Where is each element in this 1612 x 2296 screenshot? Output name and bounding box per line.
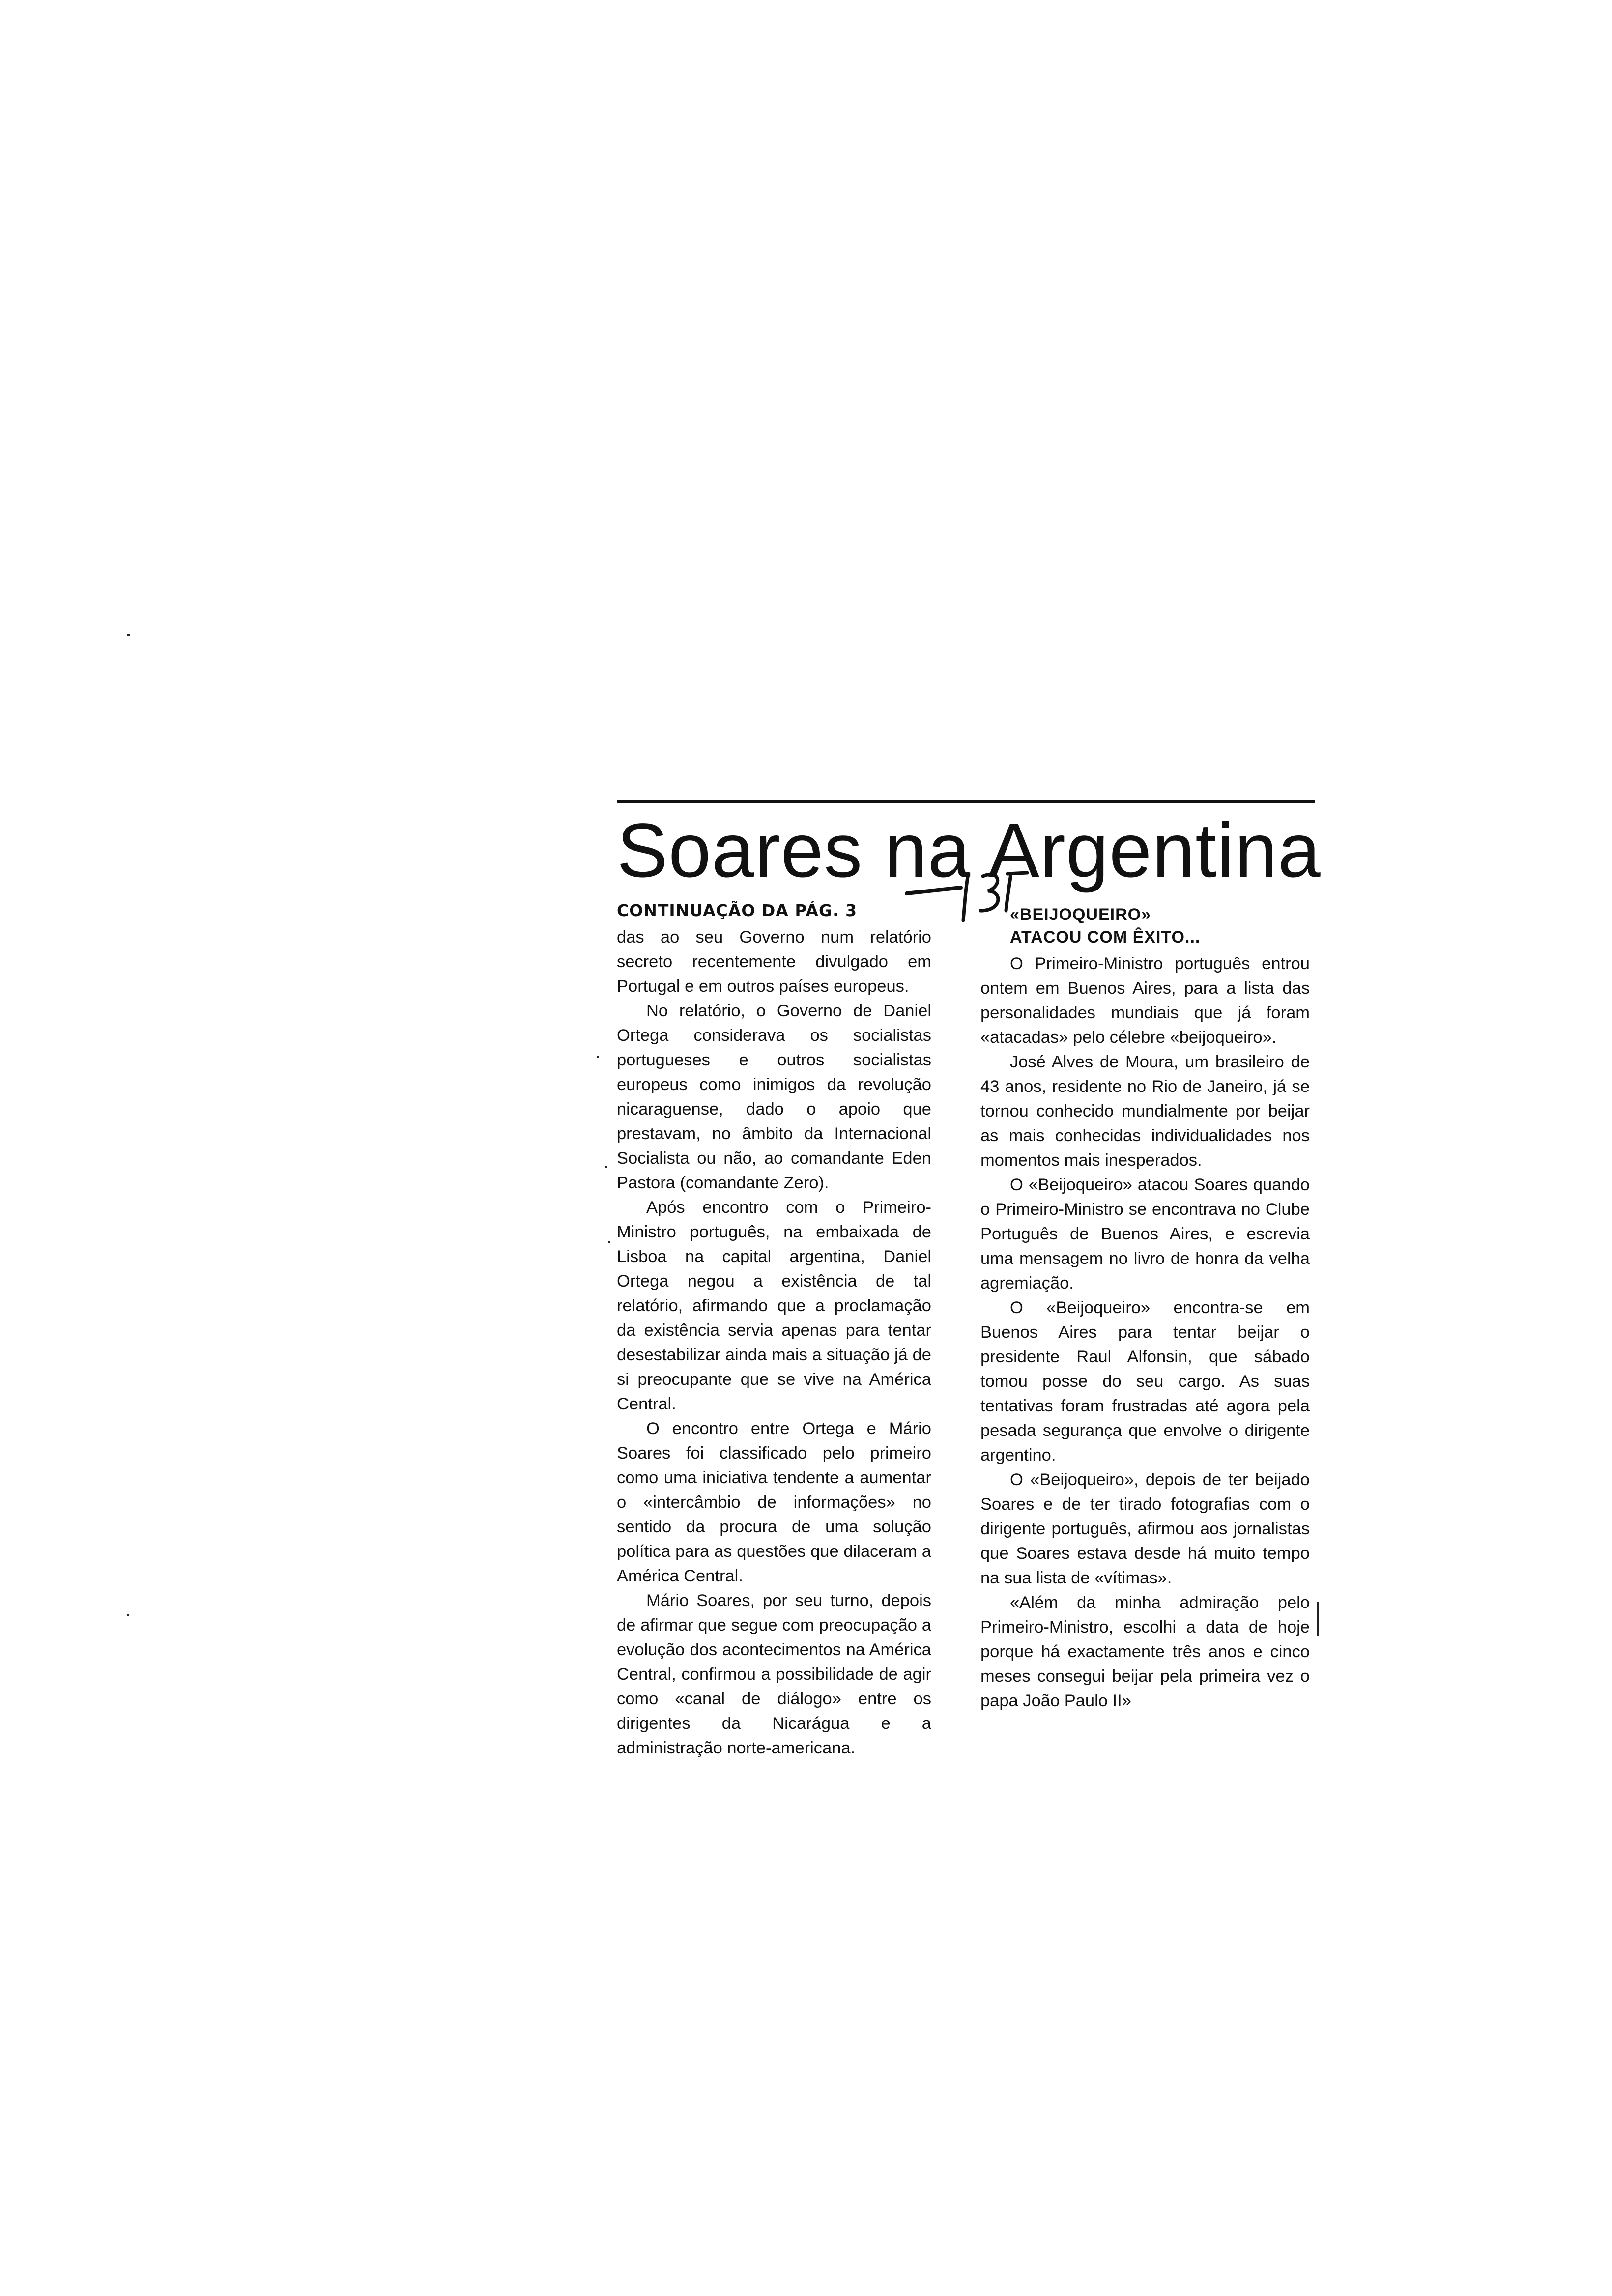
newspaper-clipping: [617, 800, 1321, 1842]
subhead-line-2: ATACOU COM ÊXITO...: [1010, 928, 1201, 947]
headline: Soares na Argentina: [617, 808, 1321, 893]
right-paragraph: O Primeiro-Ministro português entrou ontem em Buenos Aires, para a lista das personalidades mundiais que já foram «atacadas» pelo célebre «beijoqueiro».: [980, 954, 1310, 1047]
beijoqueiro-subhead: [980, 903, 1310, 948]
right-paragraph: O «Beijoqueiro» atacou Soares quando o Primeiro-Ministro se encontrava no Clube Português de Buenos Aires, e escrevia uma mensagem no livro de honra da velha agremiação.: [980, 1176, 1310, 1292]
left-paragraph: das ao seu Governo num relatório secreto recentemente divulgado em Portugal e em outros países europeus.: [617, 928, 931, 996]
left-paragraph: Após encontro com o Primeiro-Ministro português, na embaixada de Lisboa na capital argentina, Daniel Ortega negou a existência de tal relatório, afirmando que a proclamação da existência servia apenas para tentar desestabilizar ainda mais a situação já de si preocupante que se vive na América Central.: [617, 1198, 931, 1413]
right-paragraph: O «Beijoqueiro» encontra-se em Buenos Aires para tentar beijar o presidente Raul Alfonsin, que sábado tomou posse do seu cargo. As suas tentativas foram frustradas até agora pela pesada segurança que envolve o dirigente argentino.: [980, 1298, 1310, 1464]
scan-speck: [127, 1614, 129, 1616]
top-rule: [617, 800, 1315, 803]
scan-speck: [605, 1166, 607, 1168]
right-paragraph: José Alves de Moura, um brasileiro de 43 anos, residente no Rio de Janeiro, já se tornou conhecido mundialmente por beijar as mais conhecidas individualidades nos momentos mais inesperados.: [980, 1053, 1310, 1170]
scan-speck: [1317, 1602, 1319, 1636]
left-paragraph: No relatório, o Governo de Daniel Ortega considerava os socialistas portugueses e outros socialistas europeus como inimigos da revolução nicaraguense, dado o apoio que prestavam, no âmbito da Internacional Socialista ou não, ao comandante Eden Pastora (comandante Zero).: [617, 1002, 931, 1192]
subhead-line-1: «BEIJOQUEIRO»: [1010, 905, 1151, 924]
continuation-kicker: CONTINUAÇÃO DA PÁG. 3: [617, 901, 858, 920]
right-paragraph: «Além da minha admiração pelo Primeiro-Ministro, escolhi a data de hoje porque há exactamente três anos e cinco meses consegui beijar pela primeira vez o papa João Paulo II»: [980, 1593, 1310, 1710]
left-paragraph: O encontro entre Ortega e Mário Soares foi classificado pelo primeiro como uma iniciativa tendente a aumentar o «intercâmbio de informações» no sentido da procura de uma solução política para as questões que dilaceram a América Central.: [617, 1419, 931, 1585]
right-column: [980, 903, 1310, 1713]
left-paragraph: Mário Soares, por seu turno, depois de afirmar que segue com preocupação a evolução dos acontecimentos na América Central, confirmou a possibilidade de agir como «canal de diálogo» entre os dirigentes da Nicarágua e a administração norte-americana.: [617, 1591, 931, 1757]
scan-speck: [608, 1241, 610, 1243]
scan-speck: [597, 1056, 599, 1058]
right-paragraph: O «Beijoqueiro», depois de ter beijado Soares e de ter tirado fotografias com o dirigente português, afirmou aos jornalistas que Soares estava desde há muito tempo na sua lista de «vítimas».: [980, 1470, 1310, 1587]
left-column: [617, 898, 931, 1760]
scan-speck: [127, 634, 130, 636]
